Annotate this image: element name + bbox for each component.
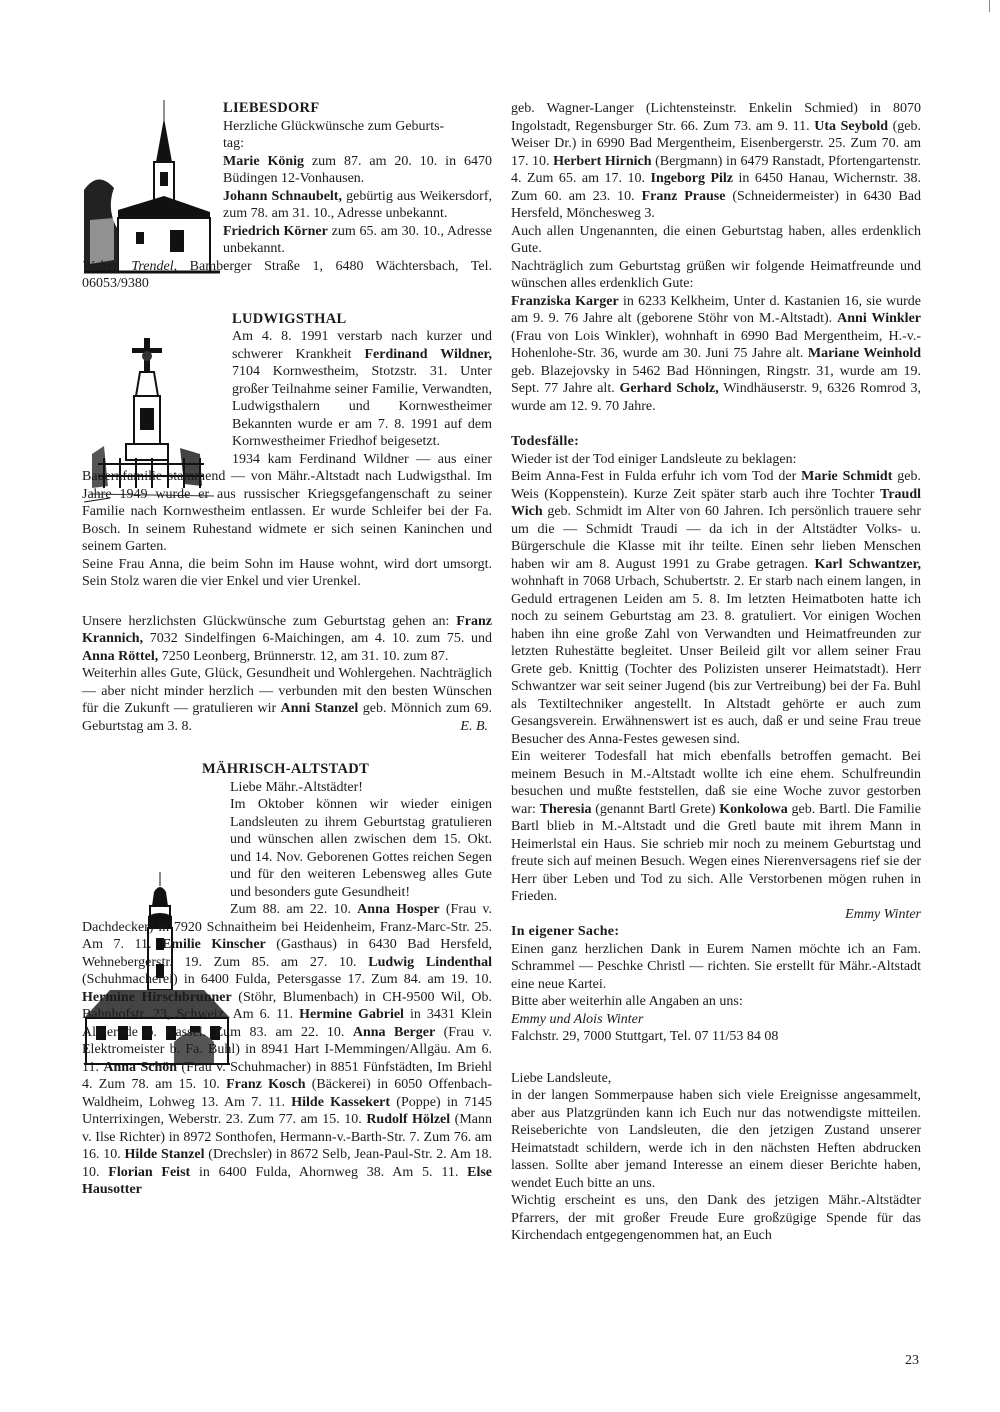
person-name: Marie Schmidt xyxy=(801,469,893,484)
letter-paragraph-1: in der langen Sommerpause haben sich viele Ereignisse angesammelt, aber aus Platzgründen kann ich Euch nur das notwendigste mitteilen. Reiseberichte von Landsleuten, die den jetzigen Zustand unserer Heimatstadt schildern, werde ich in den nächsten Heften abdrucken lassen. Sollte aber jemand Interesse an einem dieser Berichte haben, wendet Euch bitte an uns. xyxy=(511,1088,921,1191)
person-name: Else Hausotter xyxy=(82,1164,492,1197)
text: (Frau von Lois Winkler), wohnhaft in 6990 Bad Mergentheim, H.-v.-Hohenlohe-Str. 36, wurde am 30. Juni 75 Jahre alt. xyxy=(511,328,921,361)
text: geb. Schmidt im Alter von 60 Jahren. Ich persönlich trauere sehr um die — Schmidt Traudi — da ich in der Altstädter Volks- u. Bürgerschule die Klasse mit ihr teilte. Einen sehr lieben Menschen haben wir am 8. August 1991 zu Grabe getragen. xyxy=(511,504,921,572)
page-number: 23 xyxy=(905,1353,919,1368)
text: Unsere herzlichsten Glückwünsche zum Geburtstag gehen an: xyxy=(82,613,457,629)
person-name: Franziska Karger xyxy=(511,293,619,309)
person-name: Hilde Stanzel xyxy=(124,1147,205,1162)
deaths-signature: Emmy Winter xyxy=(845,906,921,922)
altstadt-paragraph-1: Im Oktober können wir wieder einigen Landsleuten zu ihrem Geburtstag gratulieren und wünschen allen zwischen dem 15. Okt. und 14. Nov. Geborenen Gottes reichen Segen und für den weiteren Lebensweg alles Gute und besonders gute Gesundheit! xyxy=(230,797,492,900)
letter-paragraph-2: Wichtig erscheint es uns, den Dank des jetzigen Mähr.-Altstädter Pfarrers, der mit großer Freude Eure großzügige Spende für das Kirchendach entgegengenommen hat, an Euch xyxy=(511,1193,921,1243)
entry-text: zum 87. am 20. 10. in 6470 Büdingen 12-Vonhausen. xyxy=(223,153,492,186)
belated-birthdays-intro: Nachträglich zum Geburtstag grüßen wir folgende Heimatfreunde und wünschen alles erdenklich Gute: xyxy=(511,258,921,291)
contact-names: Emmy und Alois Winter xyxy=(511,1011,644,1027)
person-name: Anna Berger xyxy=(352,1024,436,1040)
belated-birthdays xyxy=(511,293,921,416)
person-name: Friedrich Körner xyxy=(223,223,328,239)
person-name: Mariane Weinhold xyxy=(807,346,921,361)
liebesdorf-intro-1: Herzliche Glückwünsche zum Geburts- xyxy=(223,118,445,134)
text: in 3431 Klein Almerode b. Kassel. Zum 83. am 22. 10. xyxy=(82,1007,492,1040)
text: geb. Weis (Koppenstein). Kurze Zeit später starb auch ihre Tochter xyxy=(511,469,921,502)
ludwigsthal-paragraph-3: Seine Frau Anna, die beim Sohn im Hause wohnt, wird dort umsorgt. Sein Stolz waren die vier Enkel und vier Urenkel. xyxy=(82,556,492,589)
signature-name: Walter Trendel, xyxy=(82,258,178,274)
corner-mark xyxy=(989,0,990,12)
text: (Gasthaus) in 6430 Bad Hersfeld, Wehnebergerstr. 19. Zum 85. am 27. 10. xyxy=(82,937,492,970)
person-name: Anna Schön xyxy=(103,1059,178,1075)
letter-salutation: Liebe Landsleute, xyxy=(511,1070,612,1086)
liebesdorf-entry xyxy=(223,153,492,188)
unnamed-birthdays-paragraph: Auch allen Ungenannten, die einen Geburtstag haben, alles erdenklich Gute. xyxy=(511,223,921,256)
greetings-paragraph-1 xyxy=(82,613,492,666)
text: geb. Wagner-Langer (Lichtensteinstr. Enkelin Schmied) in 8070 Ingolstadt, Regensburger Str. 66. Zum 73. am 9. 11. xyxy=(511,101,921,134)
deaths-paragraph-1 xyxy=(511,468,921,748)
person-name: Marie König xyxy=(223,153,305,169)
heading-liebesdorf: LIEBESDORF xyxy=(223,100,320,116)
person-name: Florian Feist xyxy=(108,1164,191,1180)
text: (Frau v. Dachdecker) in 7920 Schnaitheim bei Heidenheim, Franz-Marc-Str. 25. Am 7. 11. xyxy=(82,902,493,952)
text: (Bäckerei) in 6050 Offenbach-Waldheim, Lohweg 13. Am 7. 11. xyxy=(82,1077,492,1110)
person-name: Anni Stanzel xyxy=(280,701,359,716)
liebesdorf-signature xyxy=(82,258,492,293)
text: 7250 Leonberg, Brünnerstr. 12, am 31. 10. zum 87. xyxy=(158,648,449,664)
left-column xyxy=(82,100,492,1199)
text: (Mann v. Ilse Richter) in 8972 Sonthofen, Hermann-v.-Barth-Str. 7. Zum 76. am 16. 10. xyxy=(82,1112,492,1162)
person-name: Ludwig Lindenthal xyxy=(368,954,492,970)
person-name: Anna Röttel, xyxy=(82,648,159,664)
text: (Frau v. Elektromeister b. Fa. Buhl) in 8941 Hart I-Memmingen/Allgäu. Am 6. 11. xyxy=(82,1024,492,1075)
initials-signature: E. B. xyxy=(460,718,488,734)
text: geb. Blazejovsky in 5462 Bad Hönningen, Ringstr. 31, wurde am 19. Sept. 77 Jahre alt. xyxy=(511,363,921,396)
person-name: Ferdinand Wildner, xyxy=(364,346,492,362)
person-name: Hermine Gabriel xyxy=(299,1007,404,1022)
text: 7104 Kornwestheim, Stotzstr. 31. Unter großer Teilnahme seiner Familie, Verwandten, Ludwigsthalern und Kornwestheimer Bekannten wurde er am 7. 8. 1991 auf dem Kornwestheimer Friedhof beigesetzt. xyxy=(232,364,492,449)
person-name: Franz Prause xyxy=(641,188,726,204)
text: Windhäuserstr. 9, 6326 Romrod 3, wurde am 12. 9. 70 Jahre. xyxy=(511,381,922,414)
person-name: Hilde Kassekert xyxy=(291,1094,391,1110)
liebesdorf-entry xyxy=(223,188,492,223)
text: (Frau v. Schuhmacher) in 8851 Fünfstädten, Im Briehl 4. Zum 78. am 15. 10. xyxy=(82,1059,492,1092)
text: Ein weiterer Todesfall hat mich ebenfalls betroffen gemacht. Bei meinem Besuch in M.-Altstadt wollte ich eine ehem. Schulfreundin besuchen und mußte feststellen, daß sie eine Woche zuvor gestorben war: xyxy=(511,749,921,817)
person-name: Konkolowa xyxy=(719,801,788,817)
text: wohnhaft in 7068 Urbach, Schubertstr. 2. Er starb nach einem langen, in Geduld ertragenen Leiden am 5. 8. Im letzten Heimatboten hatte ich noch zu seinem Geburtstag am 23. 8. gratuliert. Vor einigen Wochen haben ihn eine große Zahl von Verwandten und Heimatfreunden zur letzten Ruhestätte begleitet. Unser Beileid gilt vor allem seiner Frau Grete geb. Knittig (Tochter des Polizisten unserer Heimatstadt). Herr Schwantzer war seit seiner Jugend (bis zur Vertreibung) bei der Fa. Buhl als Textiltechniker angestellt. In Altstadt gehörte er auch zum Gesangsverein. Erwähnenswert ist es auch, daß er und seine Frau treue Besucher des Anna-Festes gewesen sind. xyxy=(511,574,921,747)
own-paragraph-2: Bitte aber weiterhin alle Angaben an uns: xyxy=(511,994,743,1009)
person-name: Johann Schnaubelt, xyxy=(223,188,342,204)
person-name: Traudl Wich xyxy=(511,486,921,519)
text: in 6233 Kelkheim, Unter d. Kastanien 16, sie wurde am 9. 9. 76 Jahre alt (geborene Stöhr von M.-Altstadt). xyxy=(511,293,921,326)
person-name: Franz Krannich, xyxy=(82,613,492,646)
text: Weiterhin alles Gute, Glück, Gesundheit und Wohlergehen. Nachträglich — aber nicht minder herzlich — verbunden mit den besten Wünschen für die Zukunft — gratulieren wir xyxy=(82,666,492,716)
heading-maehrisch-altstadt: MÄHRISCH-ALTSTADT xyxy=(202,761,370,777)
liebesdorf-intro-2: tag: xyxy=(223,136,244,151)
heading-in-eigener-sache: In eigener Sache: xyxy=(511,924,620,939)
deaths-intro: Wieder ist der Tod einiger Landsleute zu beklagen: xyxy=(511,451,797,467)
ludwigsthal-paragraph-2: 1934 kam Ferdinand Wildner — aus einer Bauernfamilie stammend — von Mähr.-Altstadt nach Ludwigsthal. Im Jahre 1949 wurde er aus russischer Kriegsgefangenschaft zu seiner Familie nach Kornwestheim entlassen. Er wurde Schleifer bei der Fa. Bosch. In seinem Ruhestand widmete er sich seinen Kaninchen und seinem Garten. xyxy=(82,451,492,554)
text: 7032 Sindelfingen 6-Maichingen, am 4. 10. zum 75. und xyxy=(143,631,492,646)
ludwigsthal-paragraph-1 xyxy=(232,328,492,451)
text: (Poppe) in 7145 Unterrixingen, Weberstr. 23. Zum 77. am 15. 10. xyxy=(82,1094,492,1127)
own-paragraph-1: Einen ganz herzlichen Dank in Eurem Namen möchte ich an Fam. Schrammel — Peschke Christl — richten. Sie erstellt für Mähr.-Altstadt eine neue Kartei. xyxy=(511,941,921,992)
person-name: Uta Seybold xyxy=(814,118,889,134)
entry-text: gebürtig aus Weikersdorf, zum 78. am 31. 10., Adresse unbekannt. xyxy=(223,188,492,221)
text: (Stöhr, Blumenbach) in CH-9500 Wil, Ob. Bahnhofstr. 23, Schweiz. Am 6. 11. xyxy=(82,989,492,1022)
entry-text: zum 65. am 30. 10., Adresse unbekannt. xyxy=(223,223,493,256)
person-name: Franz Kosch xyxy=(226,1077,306,1092)
altstadt-birthdays-continued xyxy=(511,100,921,223)
text: in 6400 Fulda, Ahornweg 38. Am 5. 11. xyxy=(190,1164,468,1180)
person-name: Emilie Kinscher xyxy=(161,937,266,952)
text: (Drechsler) in 8672 Selb, Jean-Paul-Str. 2. Am 18. 10. xyxy=(82,1147,492,1180)
liebesdorf-section xyxy=(223,100,492,258)
text: (Schuhmacherei) in 6400 Fulda, Petersgasse 17. Zum 84. am 19. 10. xyxy=(82,972,492,987)
person-name: Hermine Hirschbrunner xyxy=(82,989,232,1005)
text: Am 4. 8. 1991 verstarb nach kurzer und schwerer Krankheit xyxy=(232,329,492,362)
ludwigsthal-section xyxy=(232,311,492,451)
heading-ludwigsthal: LUDWIGSTHAL xyxy=(232,310,347,327)
heading-todesfaelle: Todesfälle: xyxy=(511,434,580,449)
liebesdorf-entry xyxy=(223,223,492,258)
signature-address: Bamberger Straße 1, 6480 Wächtersbach, Tel. 06053/9380 xyxy=(82,258,493,291)
person-name: Anni Winkler xyxy=(837,311,921,326)
text: in 6450 Hanau, Wichernstr. 38. Zum 60. am 23. 10. xyxy=(511,171,921,204)
altstadt-birthdays xyxy=(82,901,492,1199)
text: Beim Anna-Fest in Fulda erfuhr ich vom Tod der xyxy=(511,469,802,484)
text: geb. Mönnich zum 69. Geburtstag am 3. 8. xyxy=(82,701,493,734)
deaths-paragraph-2 xyxy=(511,748,921,906)
text: (Bergmann) in 6479 Ranstadt, Pfortengartenstr. 4. Zum 65. am 17. 10. xyxy=(511,153,921,186)
person-name: Theresia xyxy=(539,801,592,817)
text: (genannt Bartl Grete) xyxy=(591,801,720,817)
text: geb. Bartl. Die Familie Bartl blieb in M.-Altstadt und die Gretl baute mit ihrem Mann in Heimerlstal ein Haus. Sie schrieb mir noch zu meinem Geburtstag und freute sich auf meinen Besuch. Wegen eines Nierenversagens rief sie der Herr über Leben und Tod zu sich. Alle Verstorbenen mögen ruhen in Frieden. xyxy=(511,801,921,904)
text: (geb. Weiser Dr.) in 6990 Bad Mergentheim, Eisenbergerstr. 25. Zum 70. am 17. 10. xyxy=(511,118,921,169)
text: Zum 88. am 22. 10. xyxy=(230,902,358,917)
altstadt-greeting: Liebe Mähr.-Altstädter! xyxy=(230,779,363,795)
person-name: Anna Hosper xyxy=(357,902,440,917)
greetings-paragraph-2 xyxy=(82,665,492,735)
right-column xyxy=(511,100,921,1245)
person-name: Ingeborg Pilz xyxy=(650,171,733,186)
text: (Schneidermeister) in 6430 Bad Hersfeld, Mönchesweg 3. xyxy=(511,188,922,221)
altstadt-section xyxy=(202,761,492,901)
contact-address: Falchstr. 29, 7000 Stuttgart, Tel. 07 11/53 84 08 xyxy=(511,1029,779,1044)
person-name: Gerhard Scholz, xyxy=(619,381,719,396)
person-name: Karl Schwantzer, xyxy=(814,556,921,572)
person-name: Rudolf Hölzel xyxy=(366,1112,451,1127)
person-name: Herbert Hirnich xyxy=(553,153,652,169)
